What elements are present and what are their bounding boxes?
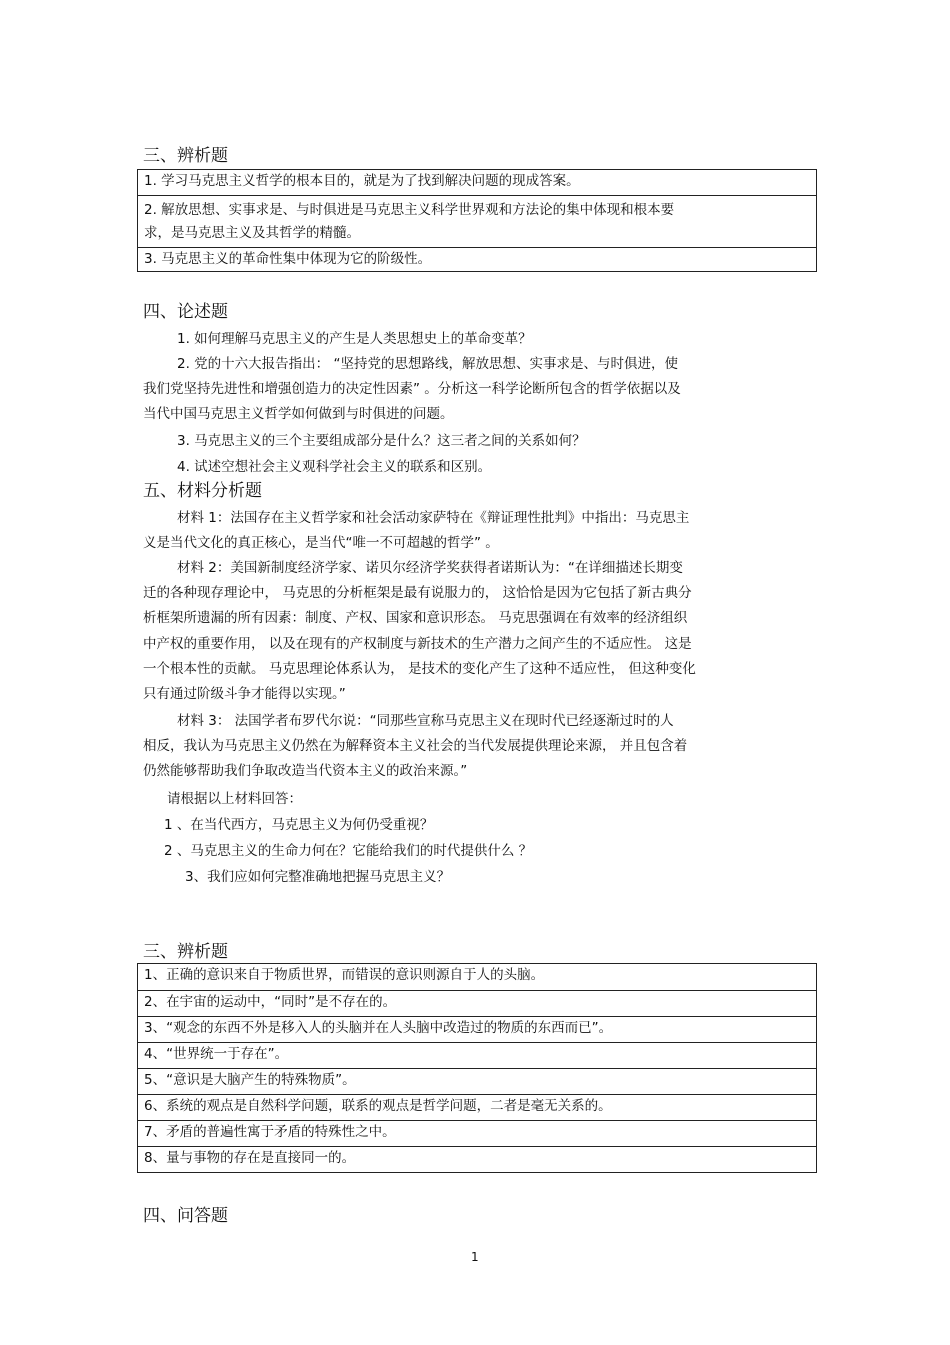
- bianxi-table-1: [137, 169, 817, 272]
- question-line: 1 、在当代西方，马克思主义为何仍受重视？: [164, 817, 434, 833]
- section-heading-lunshu: 四、论述题: [143, 302, 228, 322]
- page-number: 1: [471, 1250, 479, 1264]
- question-line: 2 、马克思主义的生命力何在？它能给我们的时代提供什么 ？: [164, 843, 533, 859]
- section-heading-cailiao: 五、材料分析题: [143, 481, 262, 501]
- text-line: 当代中国马克思主义哲学如何做到与时俱进的问题。: [143, 406, 454, 422]
- text-line: 请根据以上材料回答：: [167, 791, 302, 807]
- text-line: 迁的各种现存理论中， 马克思的分析框架是最有说服力的， 这恰恰是因为它包括了新古典分: [143, 585, 692, 601]
- table-row: [138, 990, 816, 1016]
- table-row-text: 3、“观念的东西不外是移入人的头脑并在人头脑中改造过的物质的东西而已”。: [144, 1020, 613, 1036]
- text-line: 析框架所遗漏的所有因素：制度、产权、国家和意识形态。 马克思强调在有效率的经济组织: [143, 610, 688, 626]
- text-line: 我们党坚持先进性和增强创造力的决定性因素” 。分析这一科学论断所包含的哲学依据以及: [143, 381, 681, 397]
- table-row-text: 7、矛盾的普遍性寓于矛盾的特殊性之中。: [144, 1124, 396, 1140]
- text-line: 材料 2：美国新制度经济学家、诺贝尔经济学奖获得者诺斯认为：“在详细描述长期变: [177, 560, 683, 576]
- table-row: [138, 1146, 816, 1172]
- table-row-text: 6、系统的观点是自然科学问题，联系的观点是哲学问题，二者是毫无关系的。: [144, 1098, 612, 1114]
- text-line: 3. 马克思主义的三个主要组成部分是什么？这三者之间的关系如何？: [177, 433, 586, 449]
- table-row-text: 2、在宇宙的运动中，“同时”是不存在的。: [144, 994, 397, 1010]
- text-line: 材料 3： 法国学者布罗代尔说：“同那些宣称马克思主义在现时代已经逐渐过时的人: [177, 713, 674, 729]
- bianxi-table-2: [137, 963, 817, 1173]
- section-heading-bianxi-2: 三、辨析题: [143, 942, 228, 962]
- text-line: 只有通过阶级斗争才能得以实现。”: [143, 686, 346, 702]
- table-row-text: 1、正确的意识来自于物质世界，而错误的意识则源自于人的头脑。: [144, 967, 545, 983]
- table-row: [138, 195, 816, 247]
- table-row: [138, 964, 816, 990]
- table-row-text: 1. 学习马克思主义哲学的根本目的，就是为了找到解决问题的现成答案。: [144, 173, 580, 189]
- table-row: [138, 1068, 816, 1094]
- table-row-text: 5、“意识是大脑产生的特殊物质”。: [144, 1072, 356, 1088]
- table-row: [138, 170, 816, 195]
- text-line: 4. 试述空想社会主义观科学社会主义的联系和区别。: [177, 459, 492, 475]
- table-row: [138, 1120, 816, 1146]
- text-line: 相反，我认为马克思主义仍然在为解释资本主义社会的当代发展提供理论来源， 并且包含着: [143, 738, 688, 754]
- table-row-text: 求，是马克思主义及其哲学的精髓。: [144, 225, 360, 241]
- text-line: 仍然能够帮助我们争取改造当代资本主义的政治来源。”: [143, 763, 468, 779]
- table-row-text: 2. 解放思想、实事求是、与时俱进是马克思主义科学世界观和方法论的集中体现和根本要: [144, 202, 675, 218]
- text-line: 义是当代文化的真正核心，是当代“唯一不可超越的哲学” 。: [143, 535, 499, 551]
- question-line: 3、我们应如何完整准确地把握马克思主义？: [185, 869, 451, 885]
- table-row-text: 3. 马克思主义的革命性集中体现为它的阶级性。: [144, 251, 432, 267]
- table-row-text: 4、“世界统一于存在”。: [144, 1046, 289, 1062]
- table-row-text: 8、量与事物的存在是直接同一的。: [144, 1150, 356, 1166]
- section-heading-bianxi-1: 三、辨析题: [143, 146, 228, 166]
- text-line: 2. 党的十六大报告指出： “坚持党的思想路线，解放思想、实事求是、与时俱进，使: [177, 356, 678, 372]
- table-row: [138, 1094, 816, 1120]
- text-line: 1. 如何理解马克思主义的产生是人类思想史上的革命变革？: [177, 331, 532, 347]
- table-row: [138, 247, 816, 271]
- text-line: 材料 1：法国存在主义哲学家和社会活动家萨特在《辩证理性批判》中指出：马克思主: [177, 510, 690, 526]
- text-line: 中产权的重要作用， 以及在现有的产权制度与新技术的生产潜力之间产生的不适应性。 这是: [143, 636, 692, 652]
- table-row: [138, 1016, 816, 1042]
- table-row: [138, 1042, 816, 1068]
- text-line: 一个根本性的贡献。 马克思理论体系认为， 是技术的变化产生了这种不适应性， 但这种变化: [143, 661, 696, 677]
- section-heading-wenda: 四、问答题: [143, 1206, 228, 1226]
